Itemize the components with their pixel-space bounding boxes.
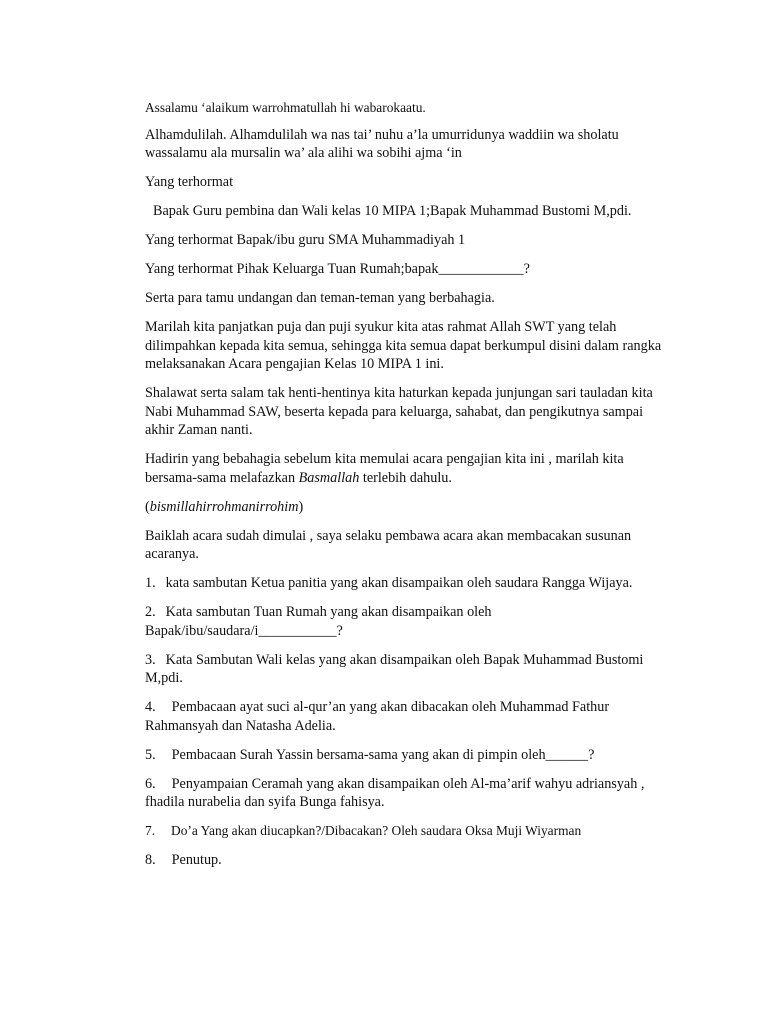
agenda-number: 5. — [145, 746, 156, 763]
respected-line-4: Serta para tamu undangan dan teman-teman yang berbahagia. — [145, 290, 495, 306]
respected-line-2: Yang terhormat Bapak/ibu guru SMA Muhammadiyah 1 — [145, 232, 466, 248]
agenda-item-1 — [145, 574, 665, 593]
praise-paragraph: Marilah kita panjatkan puja dan puji syukur kita atas rahmat Allah SWT yang telah dilimpahkan kepada kita semua, sehingga kita semua dapat berkumpul disini dalam rangka melaksanakan Acara pengajian Kelas 10 MIPA 1 ini. — [145, 319, 662, 372]
agenda-number: 7. — [145, 823, 156, 838]
respected-line-1: Bapak Guru pembina dan Wali kelas 10 MIPA 1;Bapak Muhammad Bustomi M,pdi. — [153, 203, 632, 219]
agenda-list — [145, 574, 665, 870]
agenda-item-4 — [145, 698, 665, 735]
agenda-item-7 — [145, 822, 665, 841]
agenda-item-5 — [145, 746, 665, 765]
agenda-text: Kata Sambutan Wali kelas yang akan disampaikan oleh Bapak Muhammad Bustomi M,pdi. — [145, 651, 644, 686]
agenda-text: Penutup. — [171, 852, 222, 868]
agenda-text: Kata sambutan Tuan Rumah yang akan disampaikan oleh Bapak/ibu/saudara/i___________? — [145, 604, 492, 639]
agenda-number: 8. — [145, 852, 156, 868]
bismillah-text: bismillahirrohmanirrohim — [149, 498, 299, 515]
agenda-number: 1. — [145, 575, 156, 591]
agenda-text: Penyampaian Ceramah yang akan disampaikan oleh Al-ma’arif wahyu adriansyah , fhadila nurabelia dan syifa Bunga fahisya. — [145, 775, 645, 810]
agenda-text: Pembacaan ayat suci al-qur’an yang akan dibacakan oleh Muhammad Fathur Rahmansyah dan Natasha Adelia. — [145, 699, 610, 734]
respected-line-3: Yang terhormat Pihak Keluarga Tuan Rumah;bapak____________? — [145, 261, 530, 277]
invitation-text-after: terlebih dahulu. — [359, 469, 452, 486]
document-page — [145, 99, 665, 880]
agenda-intro: Baiklah acara sudah dimulai , saya selaku pembawa acara akan membacakan susunan acaranya. — [145, 527, 632, 562]
agenda-text: Pembacaan Surah Yassin bersama-sama yang akan di pimpin oleh______? — [171, 746, 595, 763]
agenda-text: Do’a Yang akan diucapkan?/Dibacakan? Oleh saudara Oksa Muji Wiyarman — [171, 823, 582, 838]
bismillah-line — [145, 498, 665, 517]
agenda-number: 3. — [145, 651, 156, 668]
opening-paragraph: Alhamdulilah. Alhamdulilah wa nas tai’ nuhu a’la umurridunya waddiin wa sholatu wassalamu ala mursalin wa’ ala alihi wa sobihi ajma ‘in — [145, 126, 619, 161]
respected-heading: Yang terhormat — [145, 174, 234, 190]
bismillah-close-paren: ) — [298, 498, 304, 515]
agenda-item-6 — [145, 775, 665, 812]
agenda-item-8 — [145, 851, 665, 870]
greeting: Assalamu ‘alaikum warrohmatullah hi wabarokaatu. — [145, 100, 426, 115]
basmallah-word: Basmallah — [298, 469, 360, 486]
shalawat-paragraph: Shalawat serta salam tak henti-hentinya kita haturkan kepada junjungan sari tauladan kita Nabi Muhammad SAW, beserta kepada para keluarga, sahabat, dan pengikutnya sampai akhir Zaman nanti. — [145, 385, 653, 438]
bismillah-open-paren: ( — [145, 498, 150, 515]
invitation-paragraph — [145, 450, 665, 487]
agenda-text: kata sambutan Ketua panitia yang akan disampaikan oleh saudara Rangga Wijaya. — [165, 575, 633, 591]
agenda-number: 4. — [145, 699, 156, 715]
invitation-text-before: Hadirin yang bebahagia sebelum kita memulai acara pengajian kita ini , marilah kita bersama-sama melafazkan — [145, 451, 624, 486]
agenda-item-3 — [145, 651, 665, 688]
agenda-item-2 — [145, 603, 665, 640]
agenda-number: 6. — [145, 775, 156, 792]
agenda-number: 2. — [145, 604, 156, 620]
